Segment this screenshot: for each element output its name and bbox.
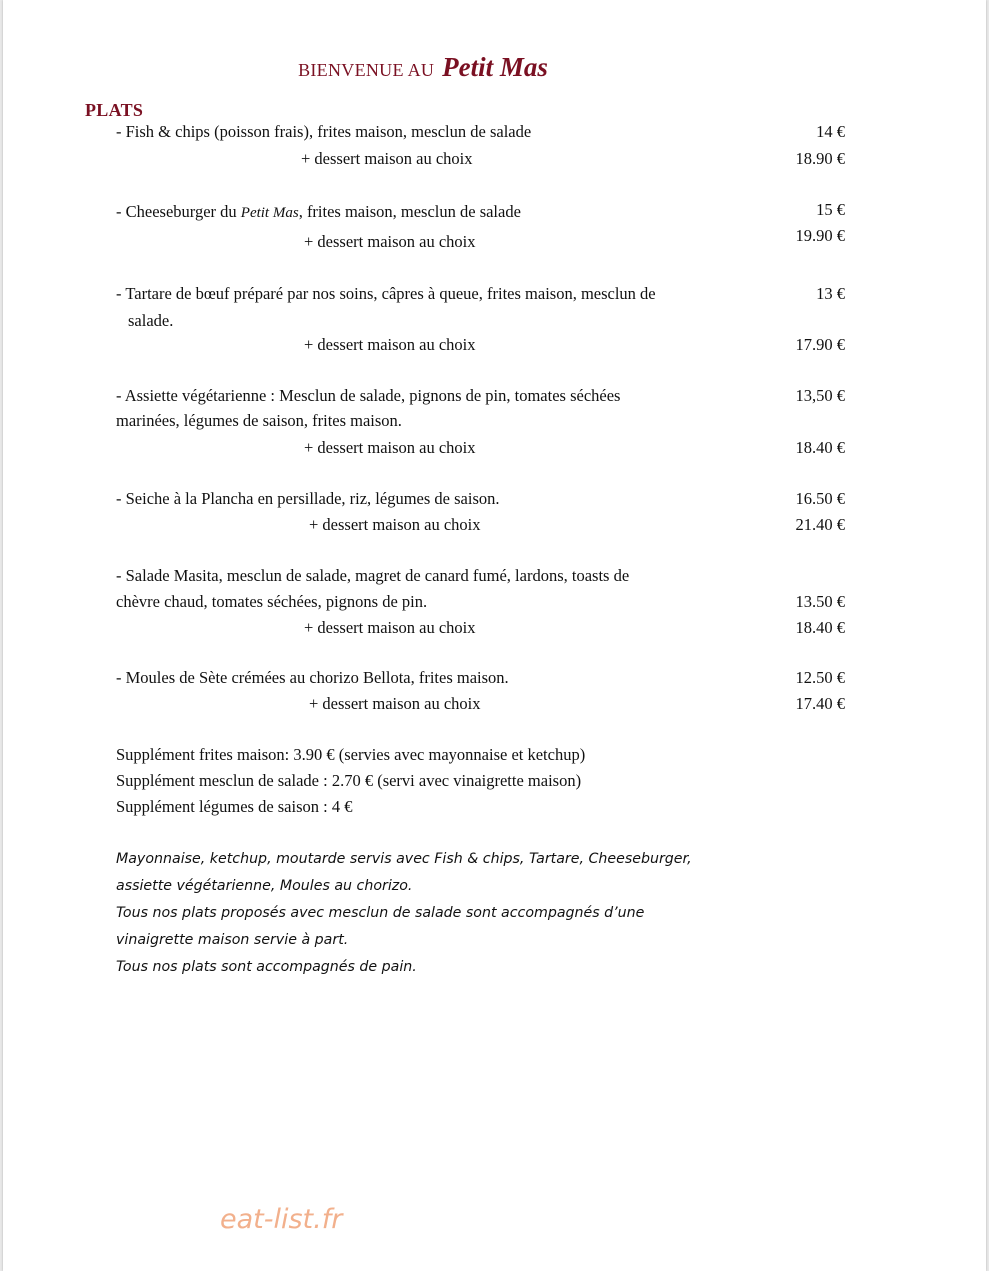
dish-2-description	[116, 204, 521, 221]
dish-4-dessert-label: + dessert maison au choix	[304, 438, 476, 457]
title-lead: BIENVENUE AU	[298, 60, 435, 80]
dish-2-desc-name: Petit Mas	[240, 205, 299, 221]
dish-6-price: 13.50 €	[795, 592, 845, 611]
dish-1-price: 14 €	[816, 122, 845, 141]
dish-4-description-line2: marinées, légumes de saison, frites maison.	[116, 411, 402, 430]
dish-2-desc-pre: - Cheeseburger du	[116, 202, 241, 221]
dish-5-dessert-price: 21.40 €	[795, 515, 845, 534]
dish-3-dessert-price: 17.90 €	[795, 335, 845, 354]
supplement-frites: Supplément frites maison: 3.90 € (servies avec mayonnaise et ketchup)	[116, 745, 586, 764]
dish-4-dessert-price: 18.40 €	[795, 438, 845, 457]
page-title	[3, 52, 843, 83]
dish-7-dessert-label: + dessert maison au choix	[309, 694, 481, 713]
dish-2-dessert-price: 19.90 €	[795, 226, 845, 245]
dish-1-description: - Fish & chips (poisson frais), frites maison, mesclun de salade	[116, 122, 532, 141]
dish-3-description-line2: salade.	[128, 311, 174, 330]
dish-6-description-line2: chèvre chaud, tomates séchées, pignons de pin.	[116, 592, 428, 611]
supplement-mesclun: Supplément mesclun de salade : 2.70 € (servi avec vinaigrette maison)	[116, 771, 582, 790]
restaurant-name: Petit Mas	[442, 52, 548, 82]
dish-2-dessert-label: + dessert maison au choix	[304, 232, 476, 251]
dish-4-description-line1: - Assiette végétarienne : Mesclun de salade, pignons de pin, tomates séchées	[116, 386, 621, 405]
dish-2-price: 15 €	[816, 200, 845, 219]
dish-6-dessert-price: 18.40 €	[795, 618, 845, 637]
note-line-4: vinaigrette maison servie à part.	[116, 932, 349, 948]
dish-2-desc-post: , frites maison, mesclun de salade	[298, 202, 521, 221]
supplement-legumes: Supplément légumes de saison : 4 €	[116, 797, 353, 816]
note-line-2: assiette végétarienne, Moules au chorizo.	[116, 878, 413, 894]
dish-3-description-line1: - Tartare de bœuf préparé par nos soins, câpres à queue, frites maison, mesclun de	[116, 284, 656, 303]
dish-7-dessert-price: 17.40 €	[795, 694, 845, 713]
dish-7-description: - Moules de Sète crémées au chorizo Bellota, frites maison.	[116, 668, 509, 687]
dish-6-description-line1: - Salade Masita, mesclun de salade, magret de canard fumé, lardons, toasts de	[116, 566, 630, 585]
note-line-5: Tous nos plats sont accompagnés de pain.	[116, 959, 417, 975]
note-line-3: Tous nos plats proposés avec mesclun de salade sont accompagnés d’une	[116, 905, 645, 921]
watermark: eat-list.fr	[220, 1204, 343, 1235]
dish-5-dessert-label: + dessert maison au choix	[309, 515, 481, 534]
dish-7-price: 12.50 €	[795, 668, 845, 687]
dish-4-price: 13,50 €	[795, 386, 845, 405]
dish-3-price: 13 €	[816, 284, 845, 303]
dish-1-dessert-label: + dessert maison au choix	[301, 149, 473, 168]
note-line-1: Mayonnaise, ketchup, moutarde servis avec Fish & chips, Tartare, Cheeseburger,	[116, 851, 692, 867]
dish-5-description: - Seiche à la Plancha en persillade, riz, légumes de saison.	[116, 489, 500, 508]
dish-5-price: 16.50 €	[795, 489, 845, 508]
menu-page	[3, 0, 986, 1271]
dish-3-dessert-label: + dessert maison au choix	[304, 335, 476, 354]
dish-6-dessert-label: + dessert maison au choix	[304, 618, 476, 637]
dish-1-dessert-price: 18.90 €	[795, 149, 845, 168]
section-title-plats: PLATS	[85, 100, 144, 120]
